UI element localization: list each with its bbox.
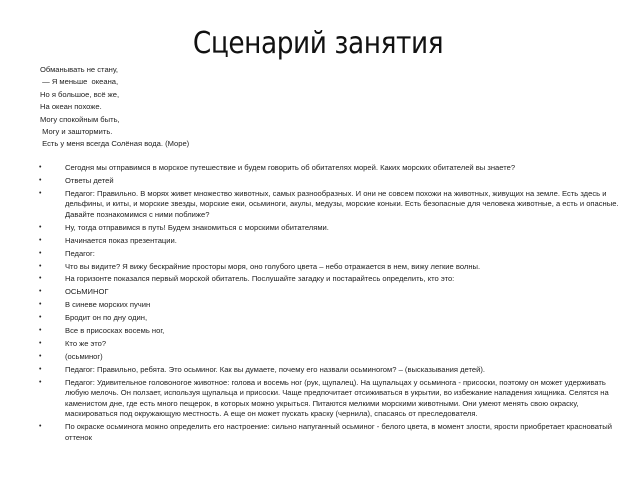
list-item-text: Педагог: — [65, 248, 95, 258]
list-item — [39, 422, 619, 443]
list-item — [39, 189, 619, 221]
bullet-icon: • — [39, 339, 42, 347]
list-item-text: Ответы детей — [65, 175, 114, 185]
list-item-text: Педагог: Правильно. В морях живет множество животных, самых разнообразных. И они не совсем похожи на животных, живущих на земле. Есть здесь и дельфины, и киты, и морские звезды, морские ежи, осьминоги, акулы, медузы, морские коньки. Есть безопасные для человека животные, а есть и опасные. Давайте познакомимся с ними поближе? — [65, 188, 619, 219]
list-item-text: Начинается показ презентации. — [65, 235, 177, 245]
bullet-icon: • — [39, 423, 42, 431]
list-item — [39, 339, 619, 350]
list-item-text: Что вы видите? Я вижу бескрайние просторы моря, оно голубого цвета – небо отражается в нем, вижу легкие волны. — [65, 261, 481, 271]
list-item — [39, 313, 619, 324]
list-item-text: Кто же это? — [65, 338, 107, 348]
list-item-text: В синеве морских пучин — [65, 300, 151, 310]
list-item-text: Ну, тогда отправимся в путь! Будем знакомиться с морскими обитателями. — [65, 222, 329, 232]
bullet-icon: • — [39, 365, 42, 373]
bullet-icon: • — [39, 352, 42, 360]
riddle-poem — [40, 64, 189, 151]
list-item-text: Педагог: Правильно, ребята. Это осьминог. Как вы думаете, почему его назвали осьминогом? – (высказывания детей). — [65, 364, 486, 374]
poem-line: Могу спокойным быть, — [40, 114, 120, 124]
bullet-icon: • — [39, 176, 42, 184]
list-item-text: Все в присосках восемь ног, — [65, 325, 165, 335]
list-item — [39, 287, 619, 298]
poem-line: На океан похоже. — [40, 102, 102, 112]
list-item — [39, 378, 619, 420]
bullet-icon: • — [39, 249, 42, 257]
bullet-icon: • — [39, 236, 42, 244]
bullet-icon: • — [39, 223, 42, 231]
poem-line: Но я большое, всё же, — [40, 89, 120, 99]
list-item-text: На горизонте показался первый морской обитатель. Послушайте загадку и постарайтесь определить, кто это: — [65, 274, 455, 284]
bullet-icon: • — [39, 275, 42, 283]
list-item — [39, 326, 619, 337]
list-item — [39, 365, 619, 376]
bullet-icon: • — [39, 288, 42, 296]
bullet-icon: • — [39, 314, 42, 322]
list-item — [39, 236, 619, 247]
list-item — [39, 300, 619, 311]
list-item-text: (осьминог) — [65, 351, 103, 361]
list-item — [39, 249, 619, 260]
bullet-icon: • — [39, 262, 42, 270]
list-item — [39, 262, 619, 273]
list-item — [39, 176, 619, 187]
list-item — [39, 352, 619, 363]
list-item — [39, 223, 619, 234]
bullet-icon: • — [39, 326, 42, 334]
list-item-text: Сегодня мы отправимся в морское путешествие и будем говорить об обитателях морей. Каких морских обитателей вы знаете? — [65, 163, 516, 172]
poem-line: Обманывать не стану, — [40, 65, 119, 74]
list-item-text: Педагог: Удивительное головоногое животное: голова и восемь ног (рук, щупалец). На щупальцах у осьминога - присоски, поэтому он может удерживать любую мелочь. Он ползает, используя щупальца и присоски. Чаще предпочитает отсиживаться в укрытии, во избежание нападения хищника. Селятся на каменистом дне, где есть много пещерок, в которых можно укрыться. Питаются мелкими морскими животными. Они умеют менять свою окраску, маскироваться под окружающую местность. А еще он может пускать краску (чернила), спасаясь от преследователя. — [65, 377, 609, 419]
bullet-icon: • — [39, 189, 42, 197]
list-item — [39, 274, 619, 285]
poem-line: — Я меньше океана, — [40, 77, 119, 87]
scenario-list — [39, 163, 619, 446]
slide-title: Сценарий занятия — [192, 26, 444, 61]
list-item — [39, 163, 619, 174]
list-item-text: По окраске осьминога можно определить его настроение: сильно напуганный осьминог - белого цвета, в момент злости, ярости приобретает красноватый оттенок — [65, 422, 612, 442]
bullet-icon: • — [39, 164, 42, 171]
poem-line: Есть у меня всегда Солёная вода. (Море) — [40, 139, 190, 149]
list-item-text: Бродит он по дну один, — [65, 313, 148, 323]
poem-line: Могу и заштормить. — [40, 127, 113, 137]
bullet-icon: • — [39, 301, 42, 309]
bullet-icon: • — [39, 378, 42, 386]
list-item-text: ОСЬМИНОГ — [65, 287, 109, 297]
